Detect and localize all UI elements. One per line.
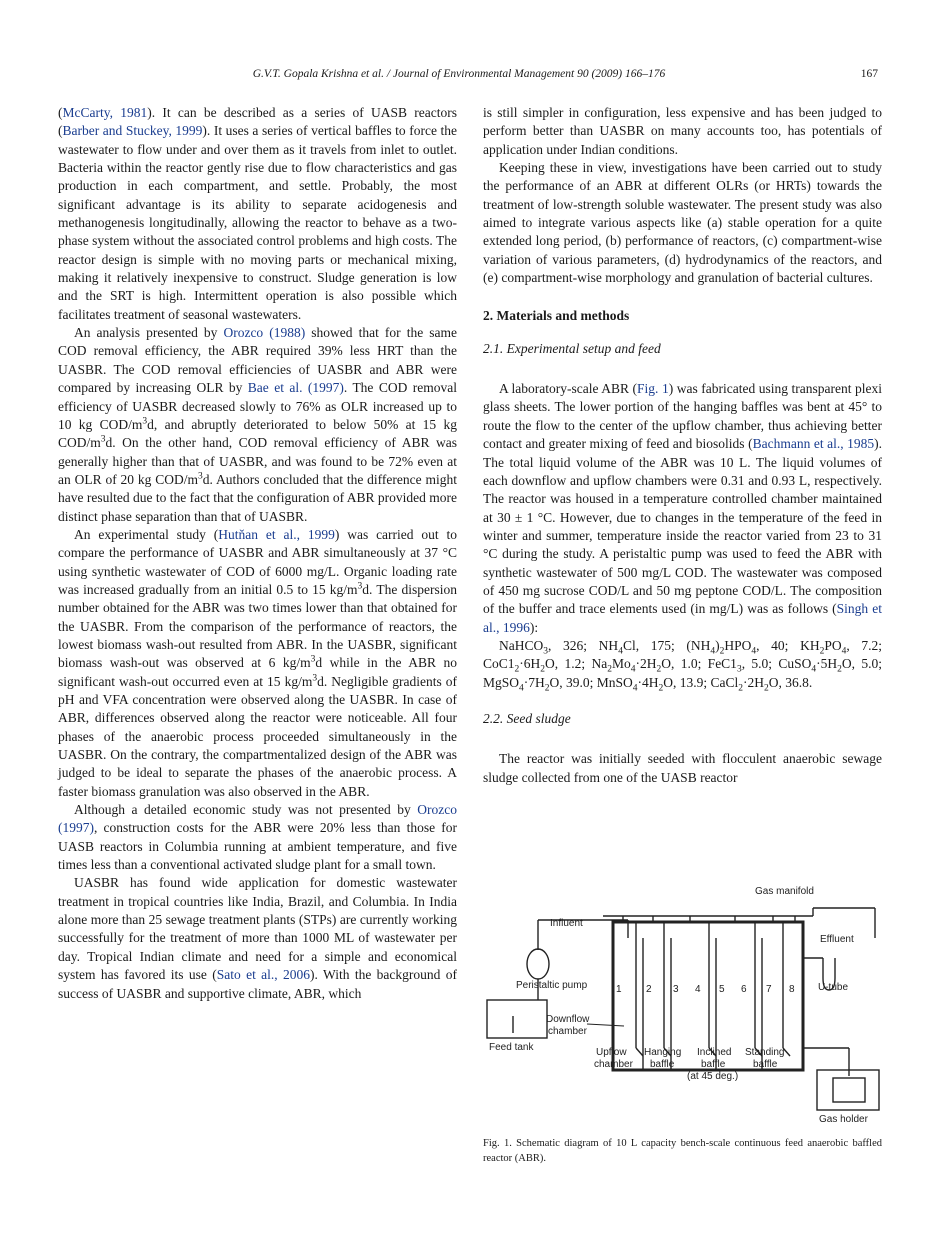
inclined-baffle-label: (at 45 deg.) [687,1071,739,1082]
hanging-baffle-label: baffle [650,1059,675,1070]
peristaltic-pump [527,949,549,979]
citation-link[interactable]: Orozco (1997) [58,802,457,836]
paragraph: An experimental study (Hutňan et al., 1999) was carried out to compare the performance of UASBR and ABR simultaneously at 37 °C using synthetic wastewater of COD of 6000 mg/L. Organic loading rate was increased gradually from an initial 0.5 to 15 $kg/m^3d$. The dispersion number obtained for the ABR was two times lower than that obtained for the UASBR. From the comparison of the performance of reactors, the lowest biomass wash-out resulted from ABR. In the UASBR, significant biomass wash-out was observed at 6 $kg/m^3d$ while in the ABR no significant wash-out occurred even at 15 $kg/m^3d$. Negligible gradients of pH and VFA concentration were observed along the UASBR. In case of ABR, differences observed along the reactor were noticeable. All four phases of the anaerobic process proceeded simultaneously in the UASBR. On the contrary, the compartmentalized design of the ABR was judged to be ideal to separate the phases of the anaerobic process. A faster biomass granulation was also observed in the ABR. [58,526,458,799]
upflow-label: chamber [594,1059,633,1070]
standing-baffle-label: baffle [753,1059,778,1070]
paragraph: An analysis presented by Orozco (1988) showed that for the same COD removal efficiency, the ABR required 39% less HRT than the UASBR. The COD removal efficiencies of UASBR and ABR were compared by increasing OLR by Bae et al. (1997). The COD removal efficiency of UASBR decreased slowly to 76% as OLR increased up to 10 kg COD/$m^3d$, and abruptly deteriorated to below 50% at 15 kg COD/$m^3d$. On the other hand, COD removal efficiency of ABR was generally higher than that of UASBR, and was found to be 72% even at an OLR of 20 kg COD/$m^3d$. Authors concluded that the difference might have resulted due to the fact that the configuration of ABR provided more distinct phase separation than that of UASBR. [58,325,458,524]
subsection-heading: 2.1. Experimental setup and feed [483,340,661,356]
page-number: 167 [860,68,878,80]
citation-link[interactable]: Bae et al. (1997) [247,380,344,396]
citation-link[interactable]: Bachmann et al., 1985 [752,436,875,452]
citation-link[interactable]: Hutňan et al., 1999 [218,526,335,542]
peristaltic-pump-label: Peristaltic pump [516,980,588,991]
section-heading: 2. Materials and methods [483,308,630,324]
compartment-number: 5 [719,984,725,995]
running-title: G.V.T. Gopala Krishna et al. / Journal of Environmental Management 90 (2009) 166–176 [252,68,666,80]
compartment-number: 8 [789,984,795,995]
paragraph: Keeping these in view, investigations have been carried out to study the performance of an ABR at different OLRs (or HRTs) towards the treatment of low-strength soluble wastewater. The present study was also aimed to integrate various aspects like (a) stable operation for a quite extended long period, (b) performance of reactors, (c) compartment-wise variation of various parameters, (d) hydrodynamics of the reactors, and (e) compartment-wise morphology and granulation of bacterial cultures. [483,160,882,286]
compartment-number: 7 [766,984,772,995]
downflow-label: Downflow [546,1014,590,1025]
downflow-label: chamber [548,1026,587,1037]
citation-link[interactable]: Orozco (1988) [223,325,306,341]
effluent-label: Effluent [820,934,854,945]
abr-schematic [483,878,883,1140]
compartment-number: 1 [616,984,622,995]
citation-link[interactable]: Singh et al., 1996 [483,601,882,635]
upflow-label: Upflow [596,1047,627,1058]
gas-manifold-label: Gas manifold [755,886,814,897]
downflow-pointer [587,1024,624,1026]
standing-baffle-label: Standing [745,1047,785,1058]
compartment-number: 3 [673,984,679,995]
paragraph: The reactor was initially seeded with flocculent anaerobic sewage sludge collected from one of the UASB reactor [483,751,882,785]
figure-link[interactable]: Fig. 1 [637,381,669,397]
compartment-number: 2 [646,984,652,995]
gas-holder-label: Gas holder [819,1114,868,1125]
citation-link[interactable]: Barber and Stuckey, 1999 [62,123,203,139]
paragraph: A laboratory-scale ABR (Fig. 1) was fabricated using transparent plexi glass sheets. The lower portion of the hanging baffles was bent at 45° to route the flow to the center of the upflow chamber, thus achieving better contact and greater mixing of feed and biosolids (Bachmann et al., 1985). The total liquid volume of the ABR was 10 L. The liquid volumes of each downflow and upflow chambers were 0.31 and 0.93 L, respectively. The reactor was housed in a temperature controlled chamber maintained at 30 ± 1 °C. However, due to changes in the temperature of the feed in winter and summer, temperature inside the reactor varied from 23 to 31 °C during the study. A peristaltic pump was used to feed the ABR with synthetic wastewater of 500 mg/L COD. The wastewater was composed of 450 mg sucrose COD/L and 50 mg peptone COD/L. The composition of the buffer and trace elements used (in mg/L) was as follows (Singh et al., 1996): [483,381,883,635]
paragraph: Although a detailed economic study was not presented by Orozco (1997), construction costs for the ABR were 20% less than those for UASB reactors in Columbia running at ambient temperature, and five times less than a conventional activated sludge plant for a small town. [58,802,457,873]
hanging-baffle-label: Hanging [644,1047,682,1058]
gas-holder-bell [833,1078,865,1102]
paragraph: UASBR has found wide application for domestic wastewater treatment in tropical countries like India, Brazil, and Columbia. In India alone more than 25 sewage treatment plants (STPs) are currently working successfully for the treatment of more than 1000 ML of wastewater per day. Tropical Indian climate and need for a simple and economical system has favored its use (Sato et al., 2006). With the background of success of UASBR and supportive climate, ABR, which [58,875,457,1001]
baffle-tip [636,1048,643,1056]
citation-link[interactable]: McCarty, 1981 [62,105,148,120]
figure-caption: Fig. 1. Schematic diagram of 10 L capacity bench-scale continuous feed anaerobic baffled reactor (ABR). [483,1138,882,1164]
influent-label: Influent [550,918,583,929]
feed-tank [487,1000,547,1038]
chemical-composition: NaHCO$_3$, 326; $NH_4Cl$, 175; $(NH_4)_2HPO_4$, 40; $KH_2PO_4$, 7.2; $CoC1_2\cdot 6H_2O$, 1.2; $Na_2Mo_4\cdot 2H_2O$, 1.0; $FeC1_3$, 5.0; $CuSO_4\cdot 5H_2O$, 5.0; $MgSO_4\cdot 7H_2O$, 39.0; $MnSO_4\cdot 4H_2O$, 13.9; $CaCl_2\cdot 2H_2O$, 36.8. [483,637,883,694]
paragraph: is still simpler in configuration, less expensive and has been judged to perform better than UASBR on many accounts too, has potentials of application under Indian conditions. [483,105,882,157]
figure-1 [483,878,883,1140]
right-column [483,104,882,787]
paragraph: (McCarty, 1981). It can be described as a series of UASB reactors (Barber and Stuckey, 1999). It uses a series of vertical baffles to force the wastewater to flow under and over them as it travels from inlet to outlet. Bacteria within the reactor gently rise due to flow characteristics and gas production in each compartment, and settle. Probably, the most significant advantage is its ability to separate acidogenesis and methanogenesis longitudinally, allowing the reactor to behave as a two-phase system without the associated control problems and high costs. The reactor design is simple with no moving parts or mechanical mixing, making it relatively inexpensive to construct. Sludge generation is low and the SRT is high. Intermittent operation is also possible which facilitates treatment of seasonal wastewaters. [58,105,457,322]
compartment-number: 6 [741,984,747,995]
citation-link[interactable]: Sato et al., 2006 [216,967,311,983]
left-column [58,104,457,1003]
gas-holder [817,1070,879,1110]
subsection-heading: 2.2. Seed sludge [483,710,571,726]
compartment-number: 4 [695,984,701,995]
u-tube-label: U-tube [818,982,849,993]
inclined-baffle-label: Inclined [697,1047,732,1058]
feed-tank-label: Feed tank [489,1042,534,1053]
inclined-baffle-label: baffle [701,1059,726,1070]
